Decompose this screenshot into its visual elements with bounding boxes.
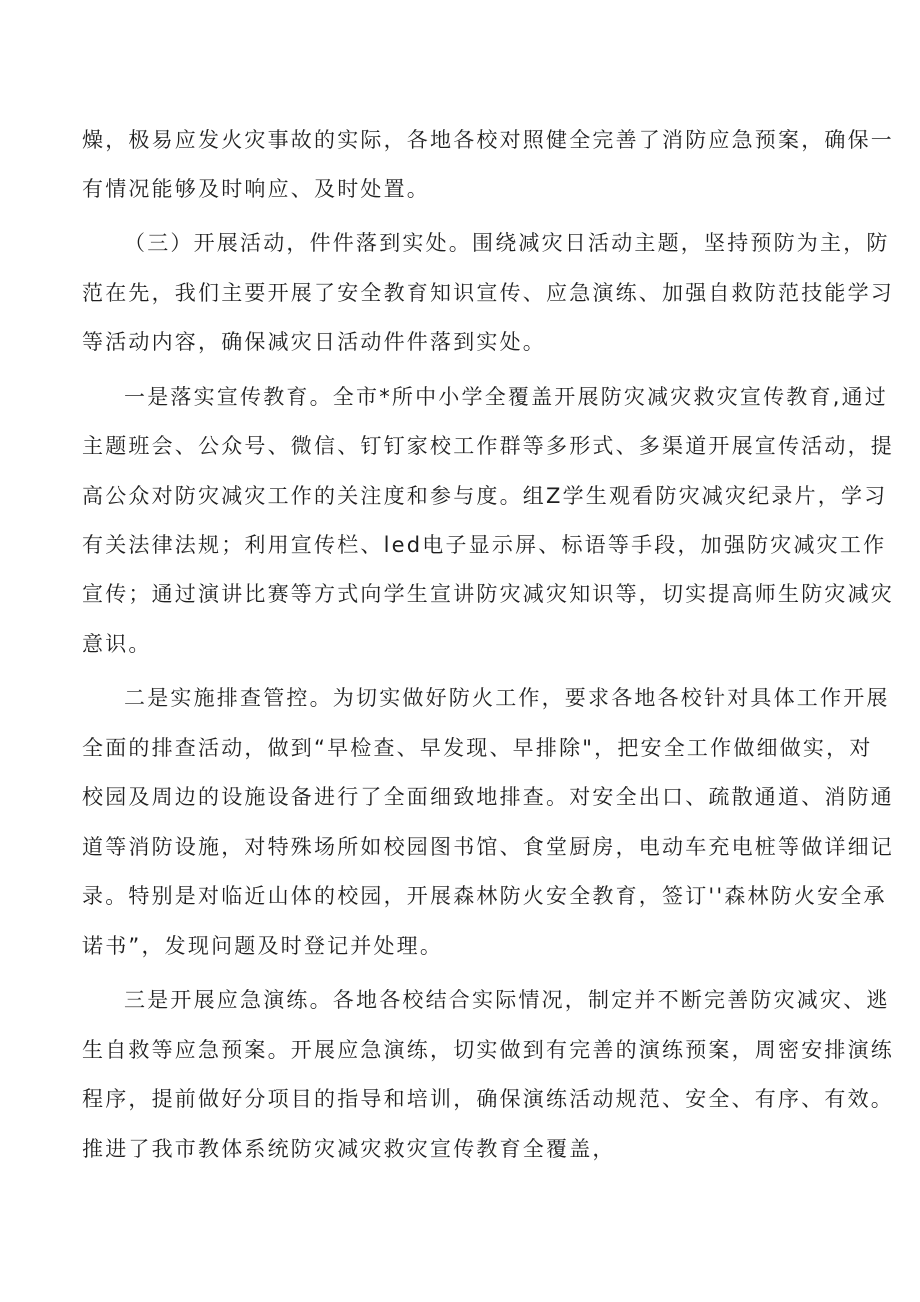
- text-line: 生自救等应急预案。开展应急演练，切实做到有完善的演练预案，周密安排演练: [82, 1038, 894, 1062]
- text-line: 全面的排查活动，做到“早检查、早发现、早排除"，把安全工作做细做实，对: [82, 736, 873, 760]
- text-line: 有情况能够及时响应、及时处置。: [82, 177, 430, 201]
- text-line: 范在先，我们主要开展了安全教育知识宣传、应急演练、加强自救防范技能学习: [82, 281, 894, 305]
- text-line: 校园及周边的设施设备进行了全面细致地排查。对安全出口、疏散通道、消防通: [82, 785, 894, 809]
- text-line: 录。特别是对临近山体的校园，开展森林防火安全教育，签订''森林防火安全承: [82, 884, 887, 908]
- text-line: （三）开展活动，件件落到实处。围绕减灾日活动主题，坚持预防为主，防: [124, 231, 890, 255]
- text-line: 主题班会、公众号、微信、钉钉家校工作群等多形式、多渠道开展宣传活动，提: [82, 434, 894, 458]
- text-line: 有关法律法规；利用宣传栏、led电子显示屏、标语等手段，加强防灾减灾工作: [82, 533, 887, 557]
- text-line: 程序，提前做好分项目的指导和培训，确保演练活动规范、安全、有序、有效。: [82, 1087, 894, 1111]
- text-line: 等活动内容，确保减灾日活动件件落到实处。: [82, 330, 546, 354]
- text-line: 一是落实宣传教育。全市*所中小学全覆盖开展防灾减灾救灾宣传教育,通过: [124, 385, 888, 409]
- text-line: 道等消防设施，对特殊场所如校园图书馆、食堂厨房，电动车充电桩等做详细记: [82, 835, 894, 859]
- text-line: 推进了我市教体系统防灾减灾救灾宣传教育全覆盖，: [82, 1137, 616, 1161]
- text-line: 意识。: [82, 632, 152, 656]
- text-line: 宣传；通过演讲比赛等方式向学生宣讲防灾减灾知识等，切实提高师生防灾减灾: [82, 582, 894, 606]
- text-line: 诺书”，发现问题及时登记并处理。: [82, 934, 444, 958]
- text-line: 二是实施排查管控。为切实做好防火工作，要求各地各校针对具体工作开展: [124, 686, 890, 710]
- text-line: 三是开展应急演练。各地各校结合实际情况，制定并不断完善防灾减灾、逃: [124, 988, 890, 1012]
- text-line: 燥，极易应发火灾事故的实际，各地各校对照健全完善了消防应急预案，确保一: [82, 128, 894, 152]
- text-line: 高公众对防灾减灾工作的关注度和参与度。组Z学生观看防灾减灾纪录片，学习: [82, 484, 888, 508]
